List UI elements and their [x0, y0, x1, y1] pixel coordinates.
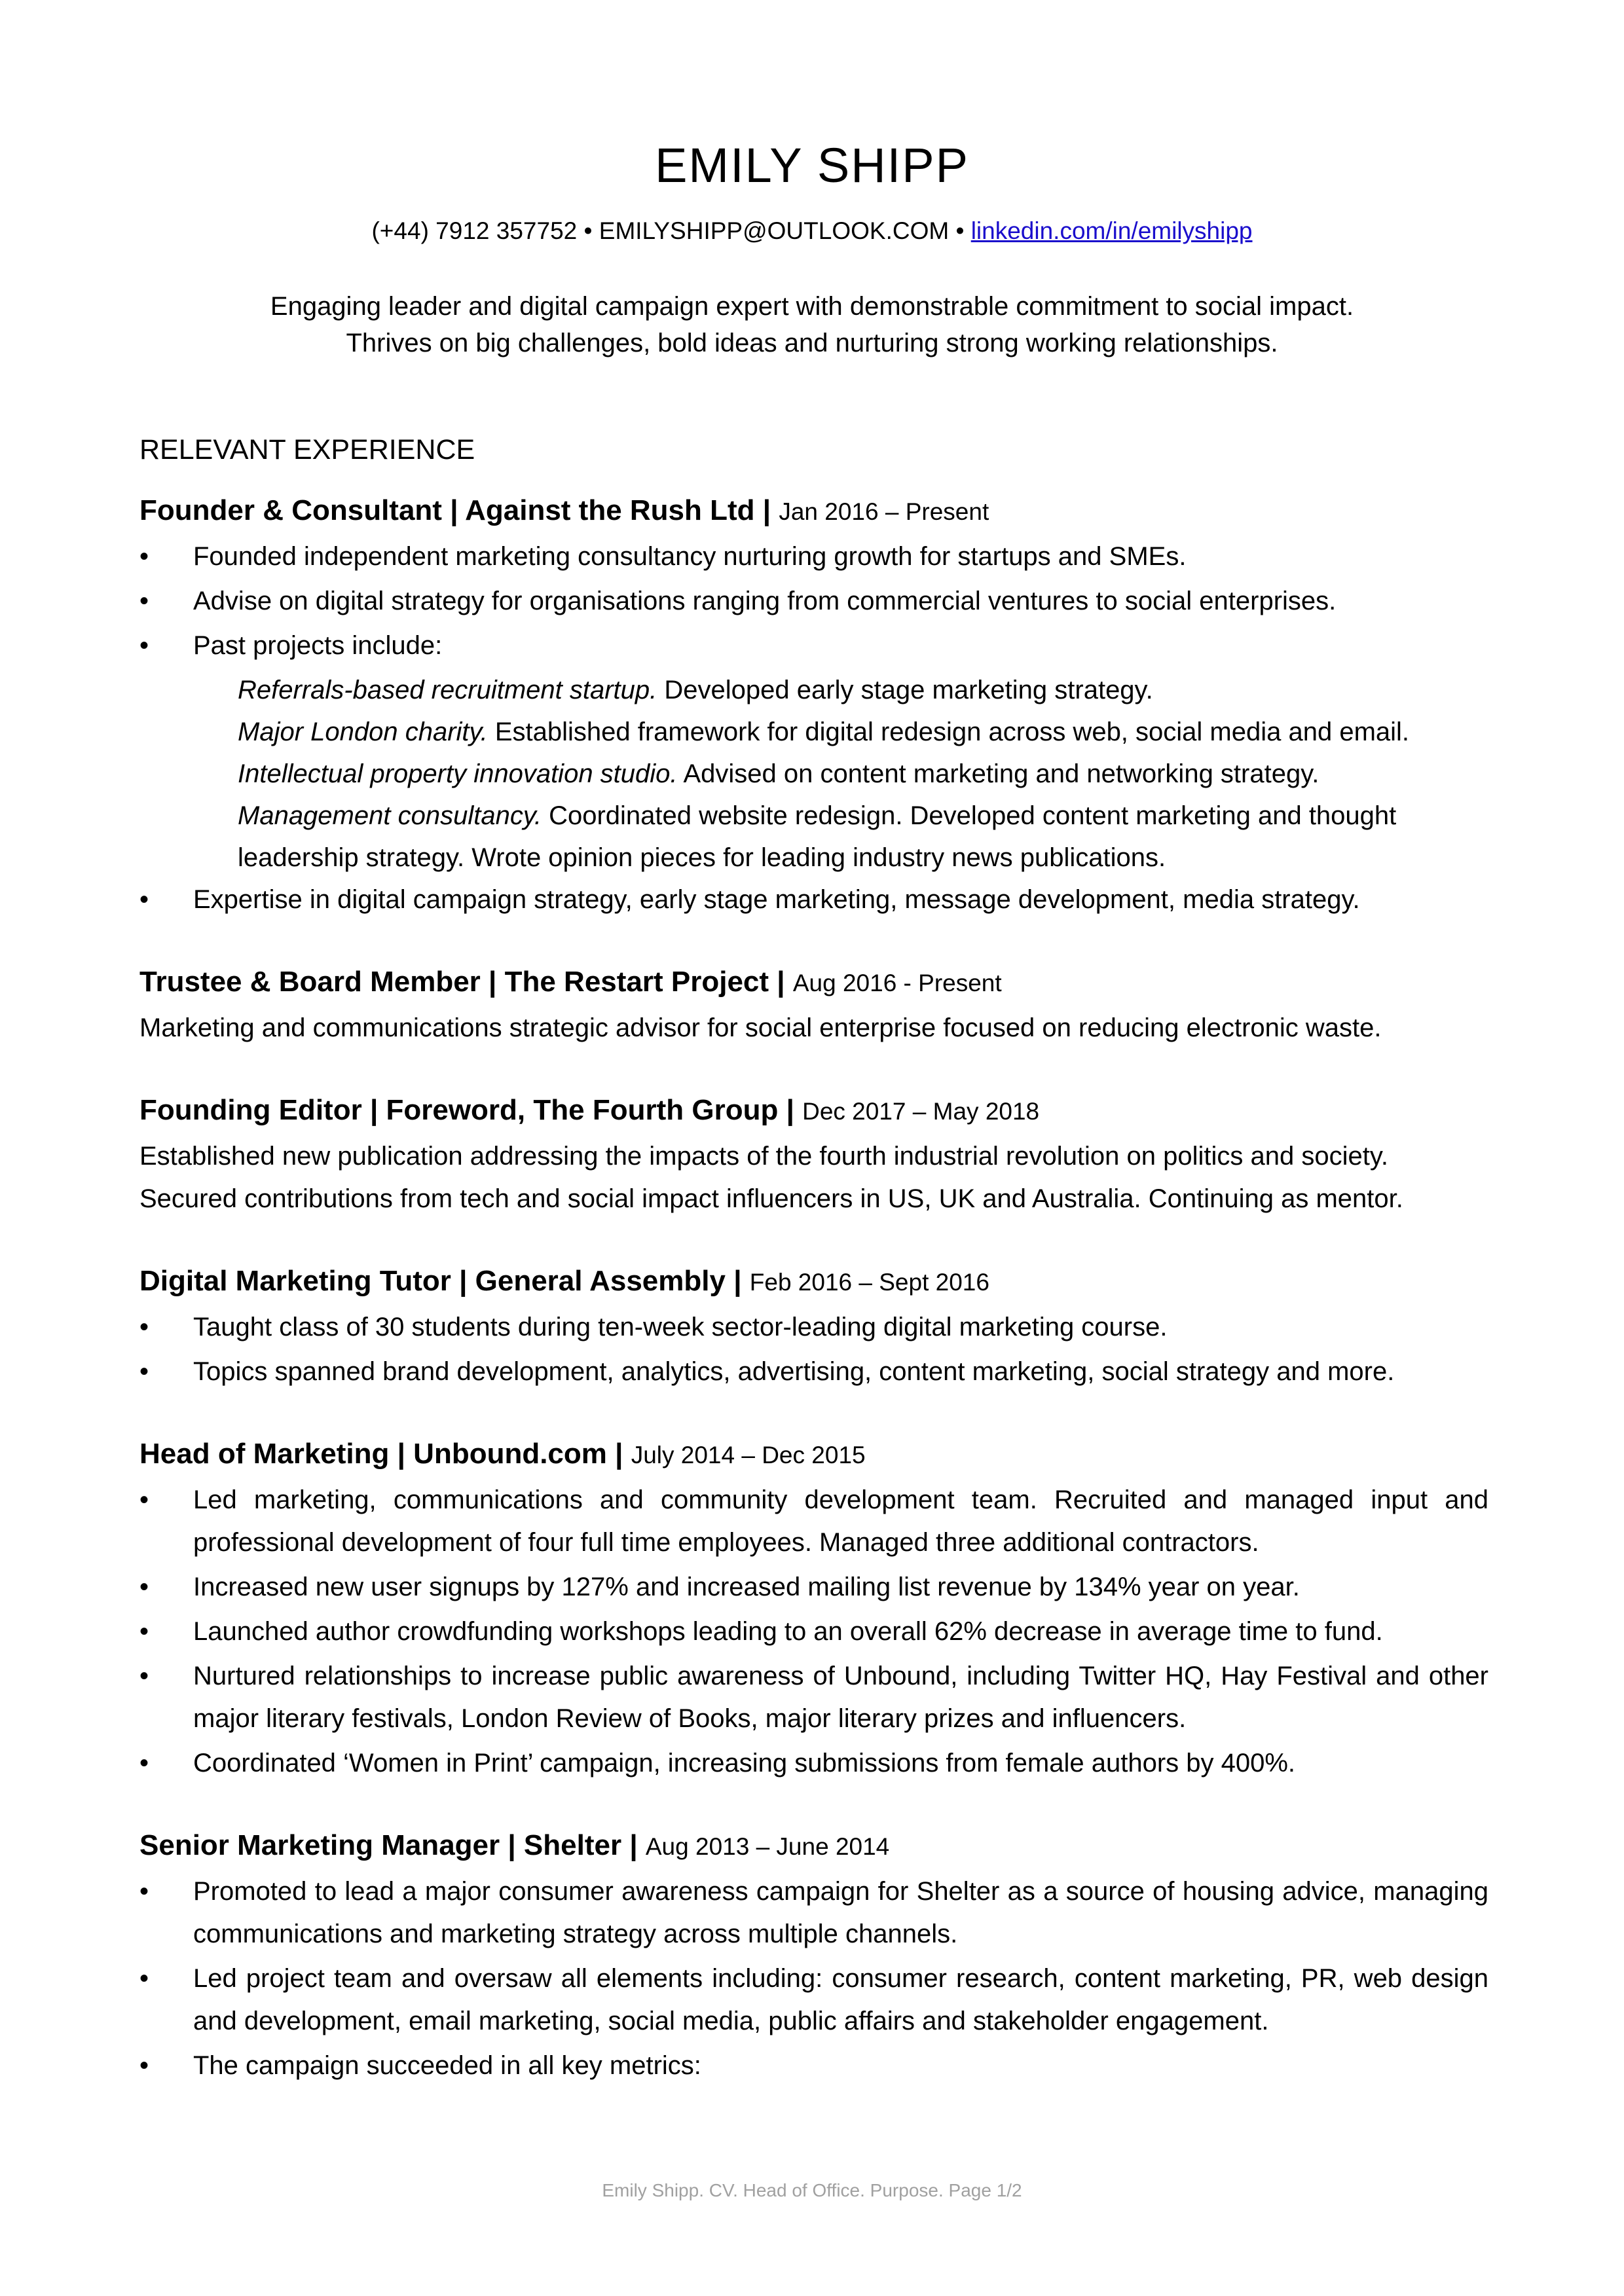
- project-name: Major London charity.: [238, 718, 488, 746]
- bullet-text: Expertise in digital campaign strategy, early stage marketing, message development, media strategy.: [193, 885, 1360, 914]
- bullet-text: Led project team and oversaw all elements including: consumer research, content marketing, PR, web design and development, email marketing, social media, public affairs and stakeholder engagement.: [193, 1964, 1488, 2035]
- separator-dot: •: [955, 217, 965, 244]
- bullet-text: Increased new user signups by 127% and increased mailing list revenue by 134% year on year.: [193, 1573, 1300, 1601]
- job-dates: Dec 2017 – May 2018: [802, 1098, 1040, 1125]
- job-organisation: Against the Rush Ltd: [465, 494, 755, 526]
- bullet-icon: •: [139, 885, 149, 914]
- bullet-text: Past projects include:: [193, 631, 443, 660]
- page-footer: Emily Shipp. CV. Head of Office. Purpose. Page 1/2: [602, 2180, 1022, 2200]
- list-item: [139, 1655, 1488, 1740]
- bullet-icon: •: [139, 1617, 149, 1646]
- job-heading: [139, 1258, 1488, 1306]
- job-dates: July 2014 – Dec 2015: [631, 1442, 866, 1468]
- bullet-list: [139, 879, 1488, 921]
- divider: |: [450, 494, 466, 526]
- linkedin-link[interactable]: linkedin.com/in/emilyshipp: [970, 217, 1253, 244]
- job-heading: [139, 1087, 1488, 1135]
- job-heading: [139, 1430, 1488, 1479]
- bullet-list: [139, 1870, 1488, 2087]
- job-organisation: Unbound.com: [413, 1438, 607, 1470]
- list-item: [139, 1479, 1488, 1564]
- list-item: [139, 1870, 1488, 1956]
- experience-section: [139, 429, 1488, 2124]
- job-entry: [139, 1430, 1488, 1785]
- section-title: RELEVANT EXPERIENCE: [139, 434, 475, 465]
- email-address: EMILYSHIPP@OUTLOOK.COM: [599, 217, 950, 244]
- bullet-text: Topics spanned brand development, analytics, advertising, content marketing, social strategy and more.: [193, 1357, 1395, 1386]
- bullet-icon: •: [139, 542, 149, 571]
- bullet-text: Taught class of 30 students during ten-week sector-leading digital marketing course.: [193, 1313, 1168, 1341]
- job-organisation: The Restart Project: [504, 966, 769, 998]
- job-role: Founder & Consultant: [139, 494, 442, 526]
- divider: |: [762, 494, 779, 526]
- bullet-icon: •: [139, 587, 149, 615]
- job-role: Senior Marketing Manager: [139, 1829, 500, 1861]
- contact-line: [0, 217, 1624, 245]
- job-organisation: Foreword, The Fourth Group: [386, 1094, 779, 1126]
- project-text: Developed early stage marketing strategy.: [664, 676, 1153, 704]
- job-description: Established new publication addressing the impacts of the fourth industrial revolution on politics and society.: [139, 1142, 1389, 1171]
- summary-line: Thrives on big challenges, bold ideas and nurturing strong working relationships.: [346, 329, 1278, 357]
- project-item: [139, 669, 1488, 711]
- list-item: [139, 879, 1488, 921]
- project-name: Referrals-based recruitment startup.: [238, 676, 657, 704]
- list-item: [139, 1742, 1488, 1785]
- job-description: Marketing and communications strategic advisor for social enterprise focused on reducing electronic waste.: [139, 1013, 1382, 1042]
- job-dates: Jan 2016 – Present: [779, 498, 989, 525]
- bullet-icon: •: [139, 2051, 149, 2080]
- job-role: Founding Editor: [139, 1094, 362, 1126]
- job-role: Digital Marketing Tutor: [139, 1265, 451, 1297]
- divider: |: [629, 1829, 646, 1861]
- job-entry: [139, 487, 1488, 921]
- bullet-text: Launched author crowdfunding workshops leading to an overall 62% decrease in average time to fund.: [193, 1617, 1383, 1646]
- job-entry: [139, 1258, 1488, 1393]
- job-organisation: Shelter: [523, 1829, 622, 1861]
- list-item: [139, 1566, 1488, 1609]
- bullet-text: Advise on digital strategy for organisations ranging from commercial ventures to social enterprises.: [193, 587, 1337, 615]
- list-item: [139, 1351, 1488, 1393]
- separator-dot: •: [583, 217, 593, 244]
- divider: |: [615, 1438, 631, 1470]
- divider: |: [733, 1265, 750, 1297]
- list-item: [139, 625, 1488, 667]
- bullet-icon: •: [139, 631, 149, 660]
- job-dates: Aug 2013 – June 2014: [645, 1833, 890, 1860]
- project-text: Established framework for digital redesign across web, social media and email.: [494, 718, 1410, 746]
- divider: |: [369, 1094, 386, 1126]
- list-item: [139, 1958, 1488, 2043]
- list-item: [139, 536, 1488, 578]
- list-item: [139, 2045, 1488, 2087]
- divider: |: [397, 1438, 414, 1470]
- job-entry: [139, 1087, 1488, 1220]
- job-role: Trustee & Board Member: [139, 966, 481, 998]
- bullet-text: Nurtured relationships to increase public awareness of Unbound, including Twitter HQ, Hay Festival and other major literary festivals, London Review of Books, major literary prizes and influencers.: [193, 1662, 1488, 1733]
- divider: |: [489, 966, 505, 998]
- job-dates: Feb 2016 – Sept 2016: [749, 1269, 989, 1296]
- project-text: Advised on content marketing and networking strategy.: [683, 759, 1320, 788]
- job-organisation: General Assembly: [475, 1265, 726, 1297]
- bullet-text: Founded independent marketing consultancy nurturing growth for startups and SMEs.: [193, 542, 1187, 571]
- job-heading: [139, 487, 1488, 536]
- job-heading: [139, 1822, 1488, 1870]
- bullet-icon: •: [139, 1662, 149, 1690]
- list-item: [139, 1306, 1488, 1349]
- bullet-text: The campaign succeeded in all key metrics:: [193, 2051, 701, 2080]
- bullet-icon: •: [139, 1877, 149, 1906]
- project-item: [139, 711, 1488, 753]
- project-name: Management consultancy.: [238, 801, 542, 830]
- bullet-list: [139, 1479, 1488, 1785]
- project-name: Intellectual property innovation studio.: [238, 759, 678, 788]
- job-dates: Aug 2016 - Present: [792, 970, 1002, 996]
- phone-number: (+44) 7912 357752: [371, 217, 578, 244]
- list-item: [139, 580, 1488, 623]
- bullet-text: Promoted to lead a major consumer awareness campaign for Shelter as a source of housing advice, managing communications and marketing strategy across multiple channels.: [193, 1877, 1488, 1948]
- divider: |: [459, 1265, 475, 1297]
- bullet-icon: •: [139, 1964, 149, 1993]
- divider: |: [786, 1094, 803, 1126]
- job-entry: [139, 1822, 1488, 2087]
- candidate-name: EMILY SHIPP: [655, 138, 969, 192]
- job-entry: [139, 958, 1488, 1049]
- bullet-list: [139, 1306, 1488, 1393]
- job-heading: [139, 958, 1488, 1007]
- job-description: Secured contributions from tech and social impact influencers in US, UK and Australia. Continuing as mentor.: [139, 1184, 1403, 1213]
- job-role: Head of Marketing: [139, 1438, 390, 1470]
- profile-summary: [0, 288, 1624, 361]
- bullet-icon: •: [139, 1313, 149, 1341]
- list-item: [139, 1611, 1488, 1653]
- bullet-icon: •: [139, 1357, 149, 1386]
- bullet-text: Coordinated ‘Women in Print’ campaign, increasing submissions from female authors by 400%.: [193, 1749, 1296, 1777]
- bullet-icon: •: [139, 1573, 149, 1601]
- divider: |: [777, 966, 793, 998]
- bullet-text: Led marketing, communications and community development team. Recruited and managed input and professional development of four full time employees. Managed three additional contractors.: [193, 1485, 1488, 1557]
- divider: |: [507, 1829, 524, 1861]
- bullet-icon: •: [139, 1749, 149, 1777]
- summary-line: Engaging leader and digital campaign expert with demonstrable commitment to social impact.: [270, 292, 1354, 321]
- project-item: [139, 795, 1488, 879]
- project-list: [139, 669, 1488, 879]
- project-item: [139, 753, 1488, 795]
- project-text: Coordinated website redesign. Developed content marketing and thought leadership strategy. Wrote opinion pieces for leading industry news publications.: [238, 801, 1397, 872]
- bullet-list: [139, 536, 1488, 667]
- bullet-icon: •: [139, 1485, 149, 1514]
